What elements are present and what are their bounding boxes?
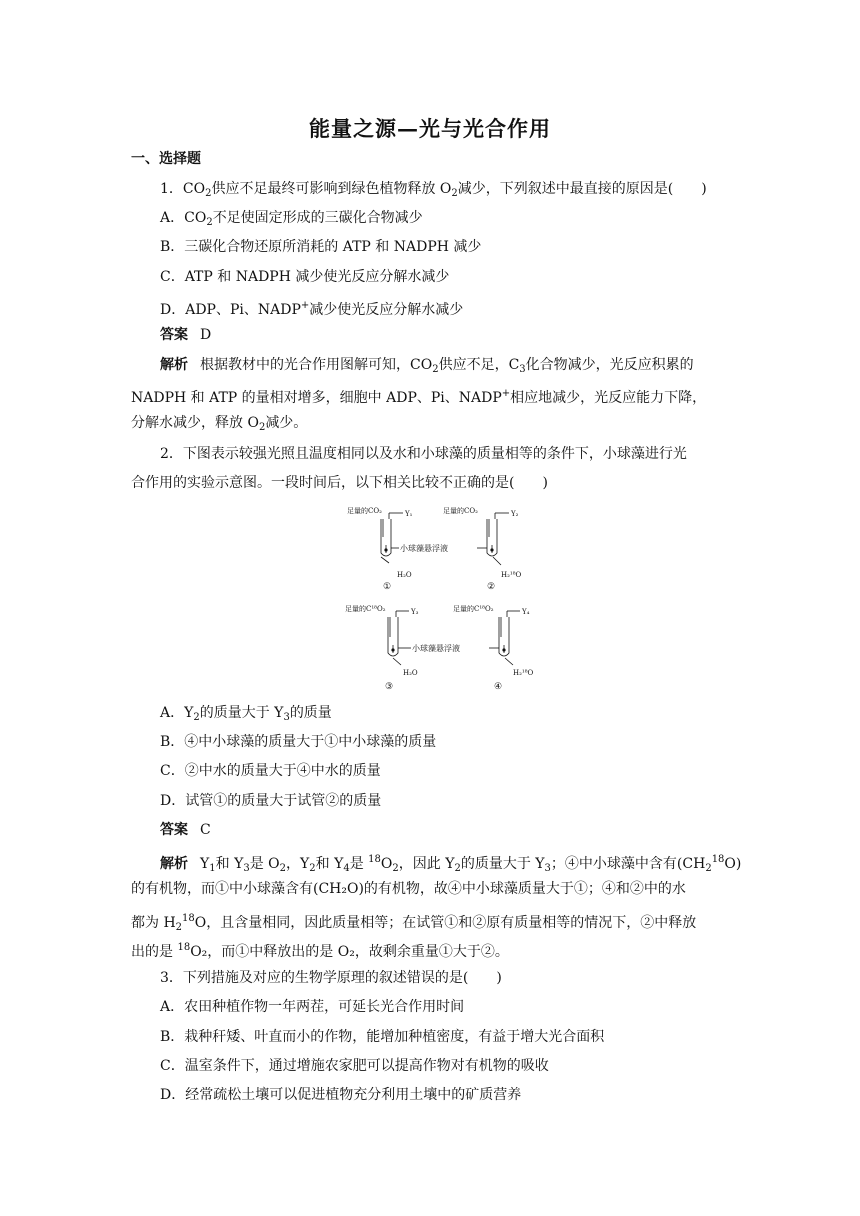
algae-dot-3 bbox=[391, 648, 394, 651]
suspension-label-bottom: 小球藻悬浮液 bbox=[412, 644, 460, 653]
test-tube-diagram bbox=[343, 503, 545, 693]
q1-option-c: C．ATP 和 NADPH 减少使光反应分解水减少 bbox=[160, 269, 450, 285]
test-tube-4 bbox=[499, 611, 520, 665]
page-title: 能量之源—光与光合作用 bbox=[309, 116, 551, 141]
q1-option-d: D．ADP、Pi、NADP+减少使光反应分解水减少 bbox=[160, 300, 464, 318]
gas-label-4: 足量的C¹⁸O₂ bbox=[453, 605, 494, 613]
algae-dot-1 bbox=[384, 548, 387, 551]
y1-label: Y₁ bbox=[405, 510, 413, 518]
q1-option-b: B．三碳化合物还原所消耗的 ATP 和 NADPH 减少 bbox=[160, 239, 482, 255]
q1-stem: 1．$CO_2$供应不足最终可影响到绿色植物释放 $O_2$减少，下列叙述中最直接的原因是( ) bbox=[160, 181, 707, 199]
tube-number-4: ④ bbox=[494, 682, 503, 692]
water-label-1: H₂O bbox=[397, 571, 412, 579]
q1-answer: 答案 D bbox=[160, 327, 212, 343]
q2-option-c: C．②中水的质量大于④中水的质量 bbox=[160, 763, 381, 779]
suspension-label-top: 小球藻悬浮液 bbox=[400, 544, 448, 553]
q2-answer: 答案 C bbox=[160, 822, 211, 838]
test-tube-2 bbox=[487, 513, 509, 565]
tube-number-2: ② bbox=[487, 582, 496, 592]
q3-option-a: A．农田种植作物一年两茬，可延长光合作用时间 bbox=[160, 999, 465, 1015]
experiment-figure bbox=[343, 503, 545, 693]
q2-stem-line-2: 合作用的实验示意图。一段时间后，以下相关比较不正确的是( ) bbox=[131, 475, 548, 491]
tube-number-3: ③ bbox=[385, 682, 394, 692]
section-heading: 一、选择题 bbox=[131, 151, 201, 167]
q2-analysis-line-4: 出的是 $^{18}$O₂，而①中释放出的是 O₂，故剩余重量①大于②。 bbox=[131, 942, 509, 960]
y3-label: Y₃ bbox=[411, 608, 419, 616]
water-label-2: H₂¹⁸O bbox=[501, 571, 522, 579]
test-tube-1 bbox=[381, 513, 403, 563]
gas-label-1: 足量的CO₂ bbox=[347, 507, 382, 515]
tube-number-1: ① bbox=[383, 582, 392, 592]
q2-stem-line-1: 2．下图表示较强光照且温度相同以及水和小球藻的质量相等的条件下，小球藻进行光 bbox=[160, 446, 687, 462]
y4-label: Y₄ bbox=[522, 608, 530, 616]
q2-option-d: D．试管①的质量大于试管②的质量 bbox=[160, 793, 382, 809]
q1-analysis-line-1: 解析 根据教材中的光合作用图解可知，$CO_2$供应不足，$C_3$化合物减少，光反应积累的 bbox=[160, 357, 694, 375]
q1-analysis-line-3: 分解水减少，释放 $O_2$减少。 bbox=[131, 415, 308, 433]
test-tube-3 bbox=[388, 611, 409, 665]
q1-option-a: A．$CO_2$不足使固定形成的三碳化合物减少 bbox=[160, 210, 423, 228]
q1-analysis-line-2: NADPH 和 ATP 的量相对增多，细胞中 ADP、Pi、NADP+相应地减少，光反应能力下降， bbox=[131, 388, 707, 406]
gas-label-3: 足量的C¹⁸O₂ bbox=[345, 605, 386, 613]
water-label-4: H₂¹⁸O bbox=[513, 669, 534, 677]
y2-label: Y₂ bbox=[511, 510, 519, 518]
water-label-3: H₂O bbox=[403, 669, 418, 677]
q3-option-c: C．温室条件下，通过增施农家肥可以提高作物对有机物的吸收 bbox=[160, 1058, 549, 1074]
q2-analysis-line-3: 都为 $H_2^{18}O$，且含量相同，因此质量相等；在试管①和②原有质量相等的情况下，②中释放 bbox=[131, 913, 697, 933]
algae-dot-4 bbox=[502, 648, 505, 651]
q3-option-d: D．经常疏松土壤可以促进植物充分利用土壤中的矿质营养 bbox=[160, 1087, 522, 1103]
q3-option-b: B．栽种秆矮、叶直而小的作物，能增加种植密度，有益于增大光合面积 bbox=[160, 1029, 605, 1045]
q2-option-a: A．$Y_2$的质量大于 $Y_3$的质量 bbox=[160, 705, 332, 723]
q2-option-b: B．④中小球藻的质量大于①中小球藻的质量 bbox=[160, 734, 437, 750]
gas-label-2: 足量的CO₂ bbox=[443, 507, 478, 515]
q3-stem: 3．下列措施及对应的生物学原理的叙述错误的是( ) bbox=[160, 970, 502, 986]
q2-analysis-line-2: 的有机物，而①中小球藻含有(CH₂O)的有机物，故④中小球藻质量大于①；④和②中的水 bbox=[131, 881, 686, 897]
algae-dot-2 bbox=[490, 548, 493, 551]
q2-analysis-line-1: 解析 $Y_1$和 $Y_3$是 $O_2$，$Y_2$和 $Y_4$是 $^{18}O_2$，因此 $Y_2$的质量大于 $Y_3$；④中小球藻中含有$(CH_2^{18}O)$ bbox=[160, 854, 742, 874]
